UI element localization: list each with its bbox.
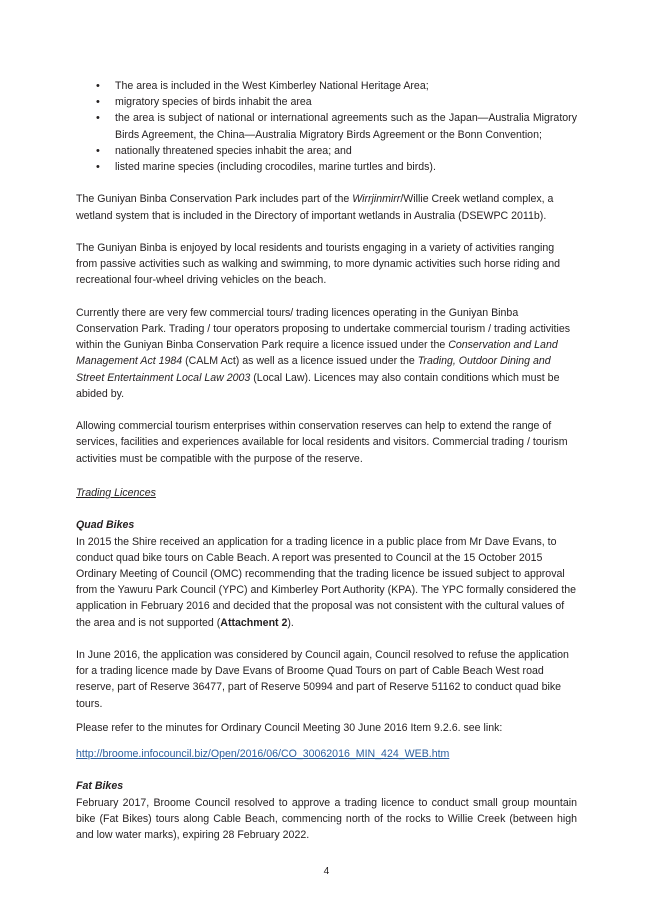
spacer: [76, 736, 577, 744]
spacer: [76, 712, 577, 720]
page-number: 4: [323, 866, 330, 877]
list-item-text: migratory species of birds inhabit the area: [115, 96, 312, 109]
spacer: [76, 224, 577, 240]
text-fragment: (Local Law). Licences may also contain conditions which must be abided by.: [76, 371, 560, 400]
spacer: [76, 402, 577, 418]
text-fragment: /Willie Creek wetland complex, a wetland system that is included in the Directory of important wetlands in Australia (DSEWPC 2011b).: [76, 193, 554, 222]
list-item: [76, 143, 577, 159]
list-item-text: the area is subject of national or international agreements such as the Japan—Australia Migratory Birds Agreement, the China—Australia Migratory Birds Agreement or the Bonn Convention;: [115, 112, 577, 141]
link-row: [76, 744, 577, 762]
spacer: [76, 631, 577, 647]
italic-calm-act: Conservation and Land Management Act 1984: [76, 339, 558, 368]
text-fragment: Currently there are very few commercial tours/ trading licences operating in the Guniyan Binba Conservation Park. Trading / tour operators proposing to undertake commercial tourism / trading activities within the Guniyan Binba Conservation Park require a licence issued under the: [76, 306, 571, 352]
minutes-link[interactable]: http://broome.infocouncil.biz/Open/2016/06/CO_30062016_MIN_424_WEB.htm: [76, 748, 450, 761]
text-fragment: The Guniyan Binba Conservation Park includes part of the: [76, 193, 353, 206]
list-item-text: listed marine species (including crocodiles, marine turtles and birds).: [115, 161, 436, 174]
heading-fat-bikes: Fat Bikes: [76, 780, 124, 793]
criteria-bullet-list: [76, 78, 577, 175]
list-item-text: The area is included in the West Kimberley National Heritage Area;: [115, 80, 429, 92]
list-item: [76, 159, 577, 175]
list-item: [76, 94, 577, 110]
bold-attachment-2: Attachment 2: [220, 616, 288, 629]
heading-quad-bikes: Quad Bikes: [76, 519, 135, 532]
spacer: [76, 175, 577, 191]
paragraph-fat-bikes-body: February 2017, Broome Council resolved to approve a trading licence to conduct small group mountain bike (Fat Bikes) tours along Cable Beach, commencing north of the rocks to Willie Creek (between high and low water marks), expiring 28 February 2022.: [76, 796, 577, 842]
heading-trading-licences: Trading Licences: [76, 487, 156, 499]
spacer: [76, 762, 577, 778]
paragraph-quad-bikes-body: [76, 534, 577, 631]
paragraph-allowing-tourism: Allowing commercial tourism enterprises within conservation reserves can help to extend the range of services, facilities and experiences available for local residents and visitors. Commercial trading / tourism activities must be compatible with the purpose of the reserve.: [76, 420, 568, 465]
paragraph-licences: [76, 305, 577, 402]
page-content: [76, 78, 577, 843]
heading-trading-licences-wrap: [76, 483, 577, 501]
spacer: [76, 289, 577, 305]
page-number-footer: [0, 866, 653, 877]
paragraph-wetland-complex: [76, 191, 577, 223]
text-fragment: ).: [287, 616, 294, 629]
paragraph-june-2016: In June 2016, the application was considered by Council again, Council resolved to refuse the application for a trading licence made by Dave Evans of Broome Quad Tours on part of Cable Beach West road reserve, part of Reserve 36477, part of Reserve 50994 and part of Reserve 51162 to conduct quad bike tours.: [76, 649, 569, 710]
text-fragment: (CALM Act) as well as a licence issued under the: [182, 355, 418, 368]
italic-wirrjinmirr: Wirrjinmirr: [352, 193, 401, 206]
paragraph-enjoyment: The Guniyan Binba is enjoyed by local residents and tourists engaging in a variety of activities ranging from passive activities such as walking and swimming, to more dynamic activities such horse riding and recreational four-wheel driving vehicles on the beach.: [76, 242, 560, 287]
text-fragment: In 2015 the Shire received an application for a trading licence in a public place from Mr Dave Evans, to conduct quad bike tours on Cable Beach. A report was presented to Council at the 15 October 2015 Ordinary Meeting of Council (OMC) recommending that the trading licence be issued subject to approval from the Yawuru Park Council (YPC) and Kimberley Port Authority (KPA). The YPC formally considered the application in February 2016 and decided that the proposal was not consistent with the cultural values of the area and is not supported (: [76, 535, 577, 629]
paragraph-please-refer: Please refer to the minutes for Ordinary Council Meeting 30 June 2016 Item 9.2.6. see link:: [76, 721, 503, 734]
list-item: [76, 78, 577, 94]
italic-local-law: Trading, Outdoor Dining and Street Entertainment Local Law 2003: [76, 355, 551, 384]
list-item-text: nationally threatened species inhabit the area; and: [115, 144, 352, 157]
spacer: [76, 467, 577, 483]
spacer: [76, 501, 577, 517]
list-item: [76, 110, 577, 142]
